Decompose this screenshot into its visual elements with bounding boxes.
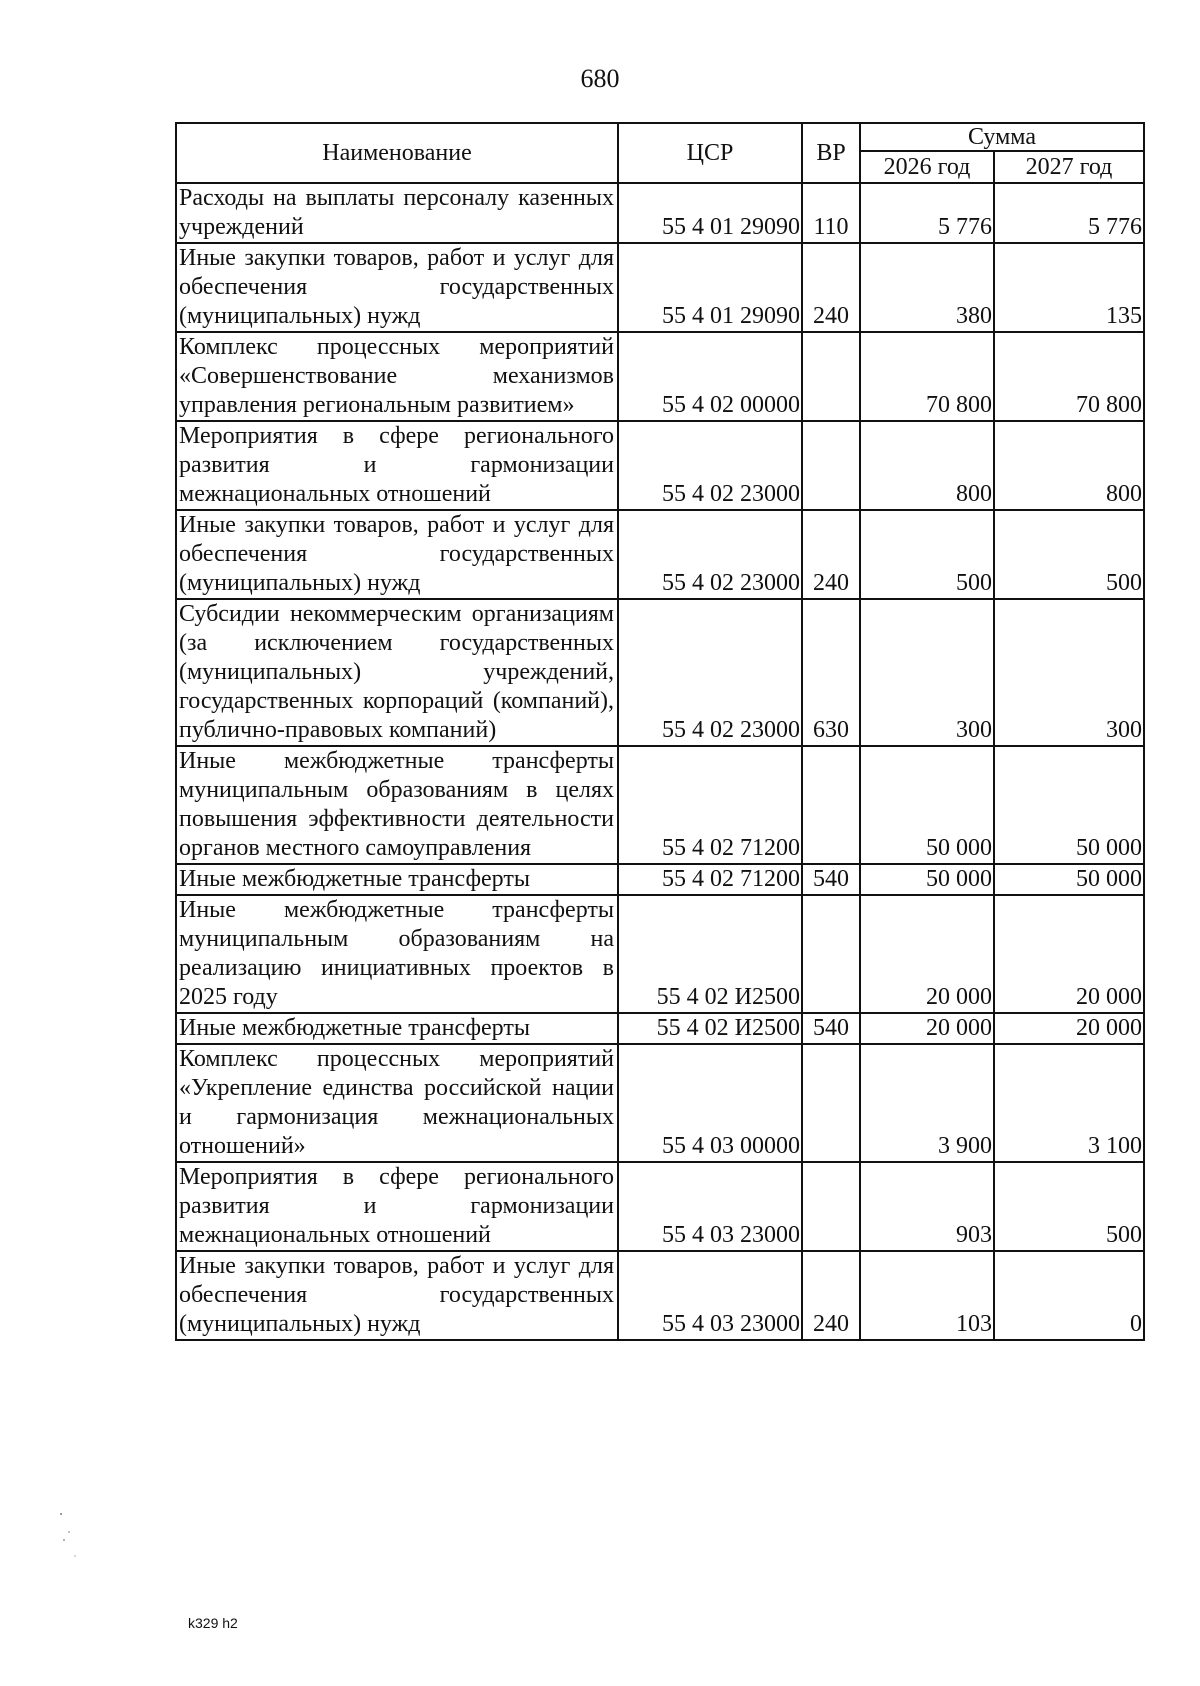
cell-2027: 800: [994, 421, 1144, 510]
cell-csr: 55 4 03 00000: [618, 1044, 802, 1162]
header-sum: Сумма: [860, 123, 1144, 151]
cell-csr: 55 4 01 29090: [618, 183, 802, 243]
cell-csr: 55 4 02 23000: [618, 599, 802, 746]
table-row: [176, 1013, 1144, 1044]
cell-2026: 380: [860, 243, 994, 332]
scan-specks: [55, 1510, 85, 1570]
cell-2027: 20 000: [994, 895, 1144, 1013]
cell-name: Иные межбюджетные трансферты муниципальным образованиям на реализацию инициативных проектов в 2025 году: [176, 895, 618, 1013]
cell-csr: 55 4 02 23000: [618, 421, 802, 510]
cell-name: Субсидии некоммерческим организациям (за исключением государственных (муниципальных) учреждений, государственных корпораций (компаний), публично-правовых компаний): [176, 599, 618, 746]
cell-2026: 20 000: [860, 1013, 994, 1044]
cell-2027: 3 100: [994, 1044, 1144, 1162]
cell-2026: 903: [860, 1162, 994, 1251]
cell-2026: 3 900: [860, 1044, 994, 1162]
cell-csr: 55 4 02 71200: [618, 864, 802, 895]
cell-name: Иные закупки товаров, работ и услуг для обеспечения государственных (муниципальных) нужд: [176, 510, 618, 599]
table-row: [176, 746, 1144, 864]
table-row: [176, 183, 1144, 243]
cell-2027: 500: [994, 1162, 1144, 1251]
cell-name: Комплекс процессных мероприятий «Совершенствование механизмов управления региональным развитием»: [176, 332, 618, 421]
cell-vr: [802, 1044, 860, 1162]
cell-name: Иные межбюджетные трансферты муниципальным образованиям в целях повышения эффективности деятельности органов местного самоуправления: [176, 746, 618, 864]
cell-vr: 540: [802, 864, 860, 895]
cell-2027: 135: [994, 243, 1144, 332]
page-number: 680: [580, 64, 620, 93]
cell-2027: 300: [994, 599, 1144, 746]
cell-2026: 20 000: [860, 895, 994, 1013]
cell-name: Мероприятия в сфере регионального развития и гармонизации межнациональных отношений: [176, 1162, 618, 1251]
table-header: [176, 123, 1144, 183]
header-name: Наименование: [176, 123, 618, 183]
budget-table-container: [175, 122, 1143, 1341]
cell-2026: 800: [860, 421, 994, 510]
table-row: [176, 243, 1144, 332]
cell-name: Иные закупки товаров, работ и услуг для обеспечения государственных (муниципальных) нужд: [176, 243, 618, 332]
cell-vr: [802, 1162, 860, 1251]
cell-2026: 50 000: [860, 746, 994, 864]
cell-csr: 55 4 02 71200: [618, 746, 802, 864]
cell-name: Расходы на выплаты персоналу казенных учреждений: [176, 183, 618, 243]
cell-2026: 50 000: [860, 864, 994, 895]
cell-vr: [802, 895, 860, 1013]
table-row: [176, 864, 1144, 895]
cell-csr: 55 4 02 И2500: [618, 1013, 802, 1044]
cell-vr: [802, 746, 860, 864]
header-year-2026: 2026 год: [860, 151, 994, 183]
cell-vr: 240: [802, 510, 860, 599]
cell-csr: 55 4 03 23000: [618, 1251, 802, 1340]
cell-2026: 103: [860, 1251, 994, 1340]
cell-2027: 20 000: [994, 1013, 1144, 1044]
cell-2026: 300: [860, 599, 994, 746]
cell-2026: 500: [860, 510, 994, 599]
cell-csr: 55 4 02 23000: [618, 510, 802, 599]
cell-vr: 240: [802, 243, 860, 332]
cell-vr: 110: [802, 183, 860, 243]
cell-csr: 55 4 01 29090: [618, 243, 802, 332]
header-vr: ВР: [802, 123, 860, 183]
cell-vr: [802, 332, 860, 421]
cell-vr: 240: [802, 1251, 860, 1340]
table-row: [176, 1044, 1144, 1162]
cell-name: Иные закупки товаров, работ и услуг для обеспечения государственных (муниципальных) нужд: [176, 1251, 618, 1340]
cell-2027: 50 000: [994, 864, 1144, 895]
cell-2027: 50 000: [994, 746, 1144, 864]
table-body: [176, 183, 1144, 1340]
cell-2027: 5 776: [994, 183, 1144, 243]
cell-csr: 55 4 02 И2500: [618, 895, 802, 1013]
cell-vr: [802, 421, 860, 510]
cell-name: Иные межбюджетные трансферты: [176, 864, 618, 895]
cell-2027: 500: [994, 510, 1144, 599]
cell-name: Мероприятия в сфере регионального развития и гармонизации межнациональных отношений: [176, 421, 618, 510]
header-csr: ЦСР: [618, 123, 802, 183]
table-row: [176, 895, 1144, 1013]
table-row: [176, 421, 1144, 510]
cell-name: Комплекс процессных мероприятий «Укрепление единства российской нации и гармонизация межнациональных отношений»: [176, 1044, 618, 1162]
cell-2026: 70 800: [860, 332, 994, 421]
cell-vr: 630: [802, 599, 860, 746]
table-row: [176, 1251, 1144, 1340]
cell-2027: 70 800: [994, 332, 1144, 421]
cell-2026: 5 776: [860, 183, 994, 243]
table-row: [176, 1162, 1144, 1251]
table-row: [176, 599, 1144, 746]
table-row: [176, 332, 1144, 421]
cell-csr: 55 4 02 00000: [618, 332, 802, 421]
footer-document-code: k329 h2: [188, 1615, 238, 1631]
budget-table: [175, 122, 1145, 1341]
cell-2027: 0: [994, 1251, 1144, 1340]
cell-csr: 55 4 03 23000: [618, 1162, 802, 1251]
table-row: [176, 510, 1144, 599]
cell-vr: 540: [802, 1013, 860, 1044]
cell-name: Иные межбюджетные трансферты: [176, 1013, 618, 1044]
header-year-2027: 2027 год: [994, 151, 1144, 183]
